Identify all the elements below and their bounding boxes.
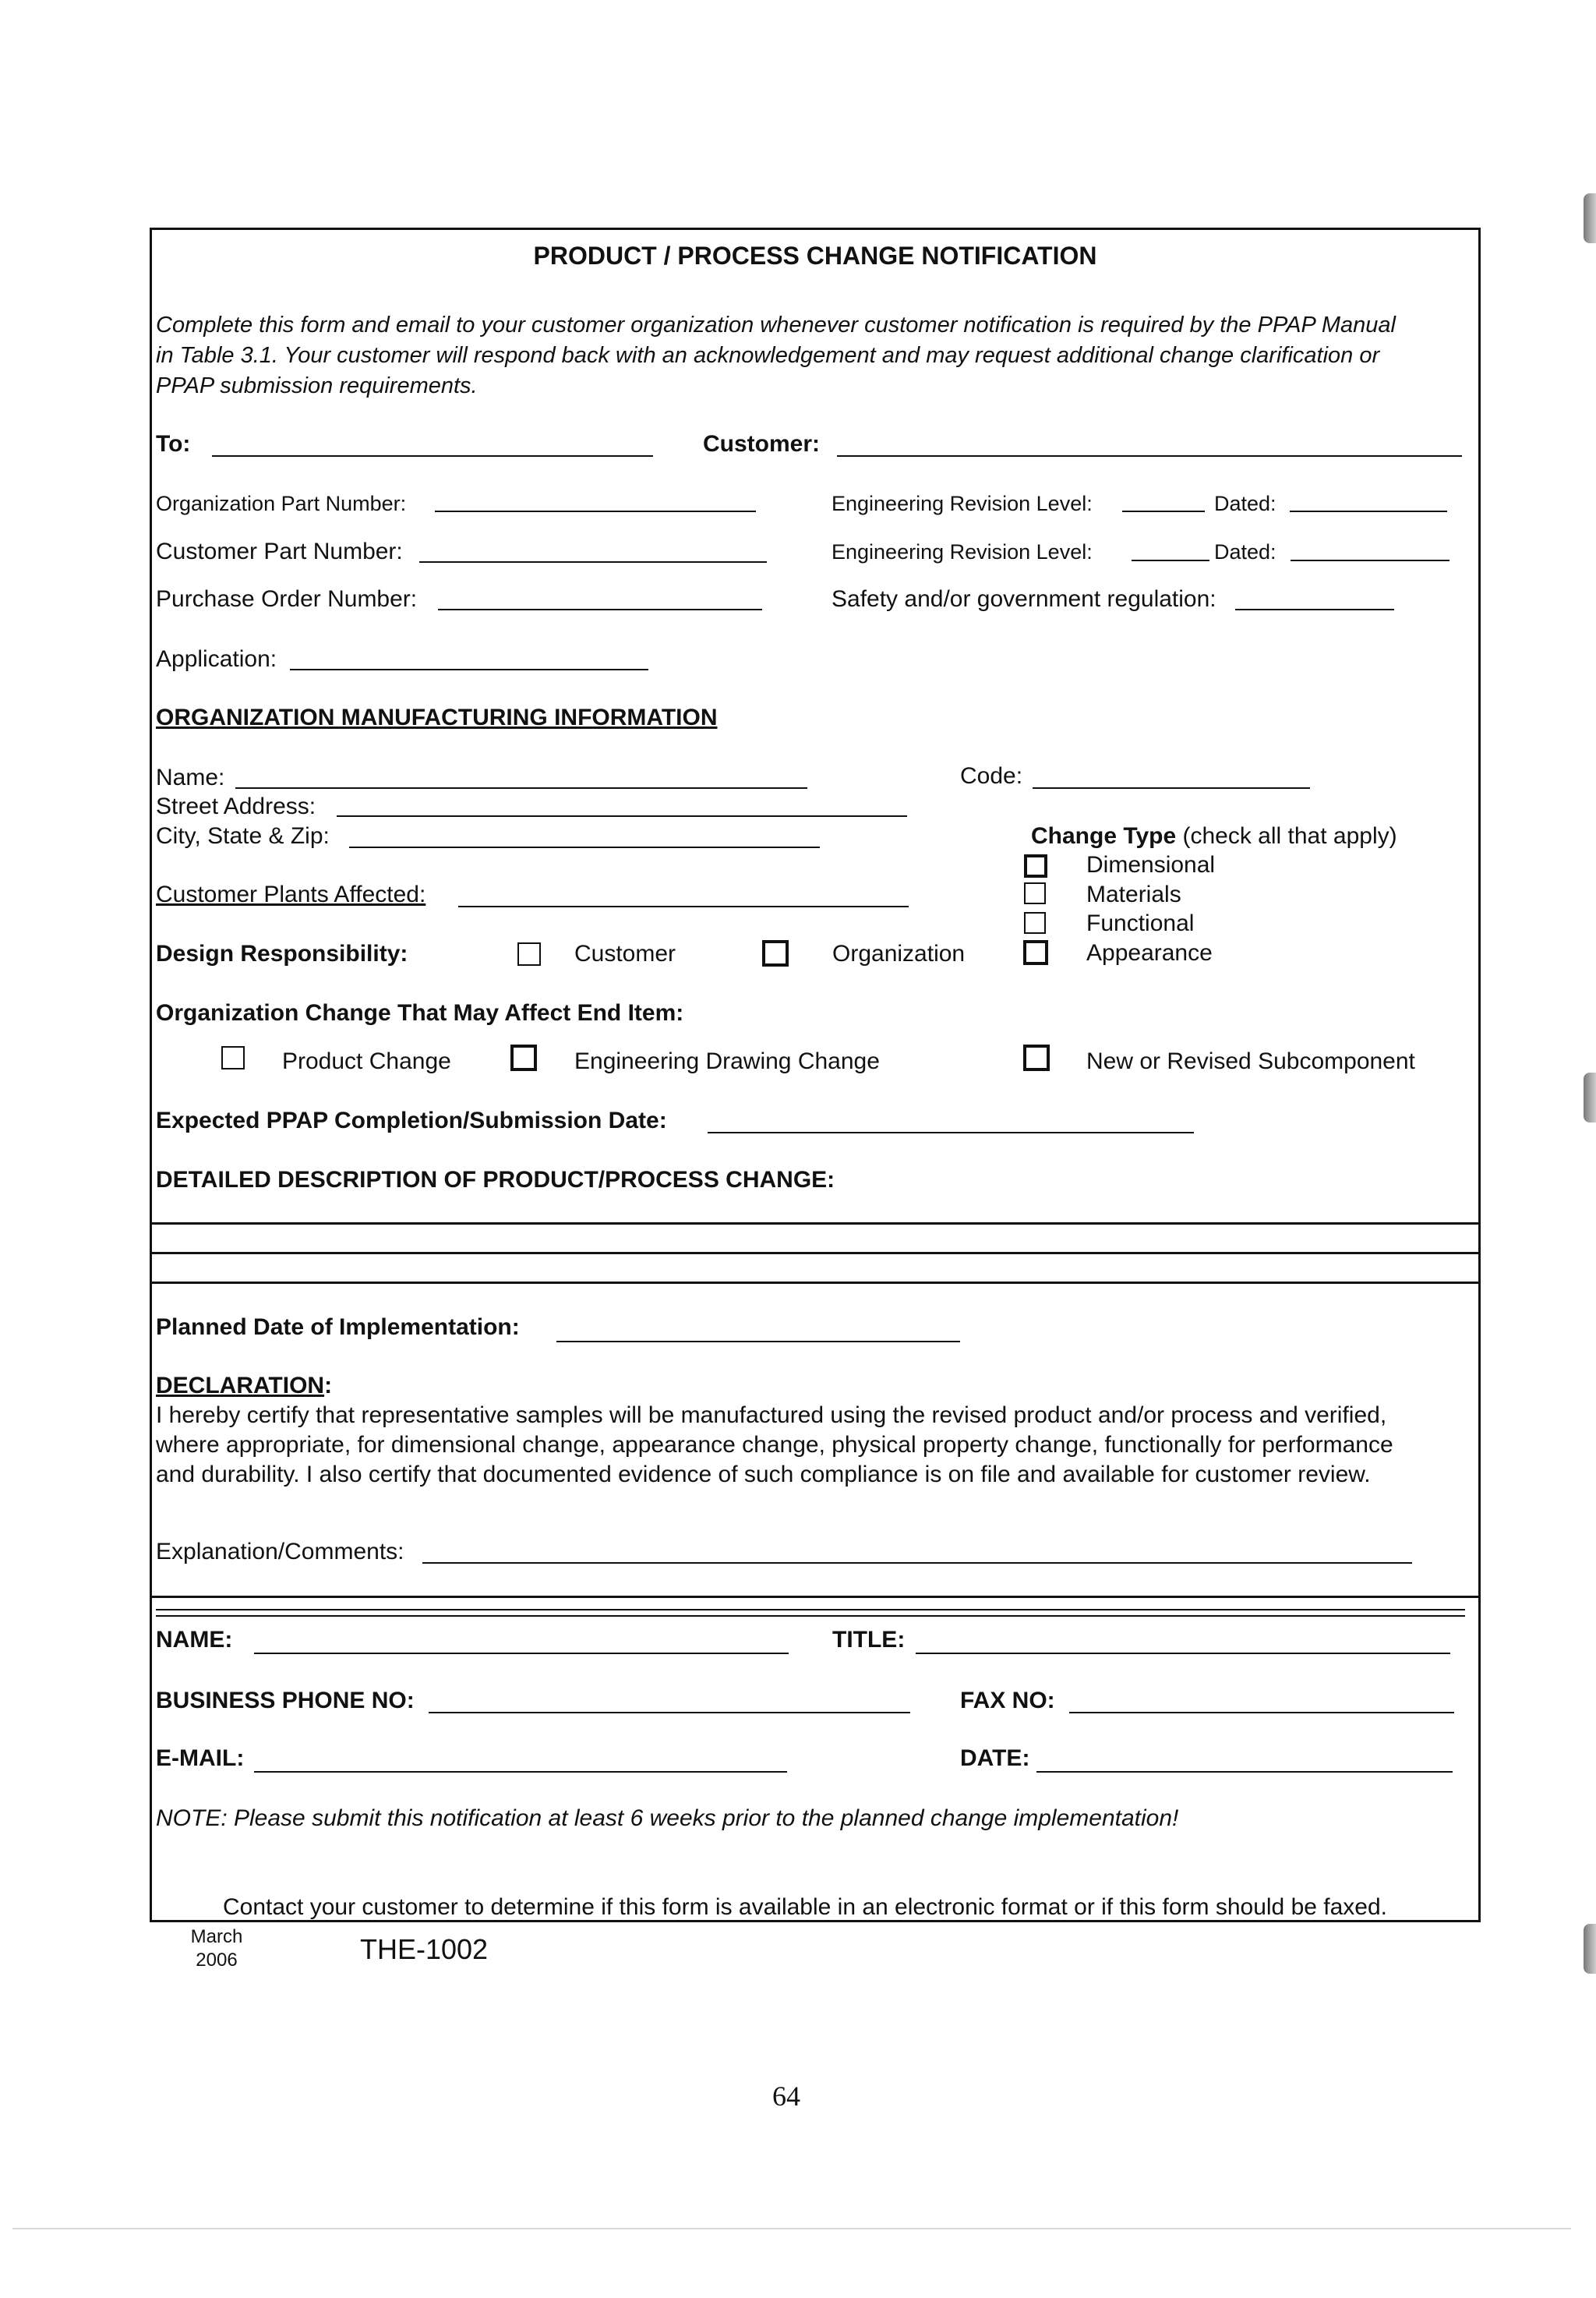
date-input[interactable] [1036, 1771, 1453, 1773]
submission-note: NOTE: Please submit this notification at least 6 weeks prior to the planned change implementation! [156, 1805, 1179, 1831]
declaration-text: I hereby certify that representative samples will be manufactured using the revised product and/or process and verified, where appropriate, for dimensional change, appearance change, physical property change, functionally for performance and durability. I also certify that documented evidence of such compliance is on file and available for customer review. [156, 1402, 1393, 1487]
expected-ppap-label: Expected PPAP Completion/Submission Date: [156, 1108, 667, 1133]
binder-hole-middle [1584, 1073, 1596, 1122]
street-label: Street Address: [156, 794, 316, 819]
name-input[interactable] [235, 787, 807, 789]
fax-input[interactable] [1069, 1712, 1454, 1713]
planned-date-input[interactable] [556, 1341, 960, 1342]
form-id: THE-1002 [360, 1933, 489, 1965]
expected-ppap-input[interactable] [708, 1132, 1194, 1133]
name-label: Name: [156, 765, 225, 790]
double-rule-top [156, 1609, 1465, 1610]
product-change-label: Product Change [282, 1048, 451, 1074]
sig-name-input[interactable] [254, 1653, 789, 1654]
page-number: 64 [772, 2081, 800, 2112]
change-type-hint: (check all that apply) [1182, 823, 1397, 849]
description-line-1[interactable] [150, 1222, 1481, 1225]
new-subcomponent-label: New or Revised Subcomponent [1086, 1048, 1415, 1074]
customer-input[interactable] [837, 455, 1462, 457]
po-number-input[interactable] [438, 609, 762, 610]
explanation-input[interactable] [422, 1562, 1412, 1564]
safety-label: Safety and/or government regulation: [832, 586, 1216, 612]
city-label: City, State & Zip: [156, 823, 330, 849]
declaration-heading [156, 1372, 332, 1400]
org-part-number-label: Organization Part Number: [156, 492, 407, 515]
dated-input-2[interactable] [1291, 560, 1449, 561]
dated-label-1: Dated: [1214, 492, 1276, 515]
contact-note: Contact your customer to determine if this form is available in an electronic format or if this form should be faxed. [223, 1894, 1387, 1920]
checkbox-dimensional[interactable] [1024, 854, 1047, 878]
footer-date [187, 1925, 246, 1972]
org-part-number-input[interactable] [435, 511, 756, 512]
explanation-label: Explanation/Comments: [156, 1539, 404, 1564]
change-type-functional-label: Functional [1086, 910, 1195, 936]
engineering-drawing-change-label: Engineering Drawing Change [574, 1048, 880, 1074]
checkbox-materials[interactable] [1024, 882, 1046, 904]
org-change-label: Organization Change That May Affect End Item: [156, 1000, 684, 1026]
email-input[interactable] [254, 1771, 787, 1773]
fax-label: FAX NO: [960, 1688, 1055, 1713]
street-input[interactable] [337, 815, 907, 817]
declaration-heading-text: DECLARATION [156, 1373, 325, 1398]
sig-title-input[interactable] [916, 1653, 1450, 1654]
to-label: To: [156, 431, 191, 457]
checkbox-design-organization[interactable] [762, 940, 789, 967]
design-resp-label: Design Responsibility: [156, 941, 408, 967]
design-resp-customer-label: Customer [574, 941, 676, 967]
customer-part-number-input[interactable] [419, 561, 767, 563]
application-input[interactable] [290, 669, 648, 670]
phone-input[interactable] [429, 1712, 910, 1713]
plants-input[interactable] [458, 906, 909, 907]
binder-hole-bottom [1584, 1924, 1596, 1974]
to-input[interactable] [212, 455, 653, 457]
checkbox-functional[interactable] [1024, 912, 1046, 934]
checkbox-engineering-drawing-change[interactable] [510, 1045, 537, 1071]
change-type-label: Change Type [1031, 823, 1177, 849]
dated-input-1[interactable] [1290, 511, 1447, 512]
design-resp-organization-label: Organization [832, 941, 966, 967]
phone-label: BUSINESS PHONE NO: [156, 1688, 415, 1713]
intro-text: Complete this form and email to your customer organization whenever customer notification is required by the PPAP Manual in Table 3.1. Your customer will respond back with an acknowledgement and may request additional change clarification or PPAP submission requirements. [156, 313, 1396, 398]
sig-title-label: TITLE: [832, 1627, 906, 1653]
checkbox-product-change[interactable] [221, 1046, 245, 1069]
description-line-3[interactable] [150, 1282, 1481, 1284]
sig-name-label: NAME: [156, 1627, 233, 1653]
eng-rev-label-2: Engineering Revision Level: [832, 540, 1093, 564]
scan-edge [12, 2228, 1571, 2229]
declaration-colon: : [324, 1373, 333, 1398]
form-title: PRODUCT / PROCESS CHANGE NOTIFICATION [533, 242, 1097, 270]
planned-date-label: Planned Date of Implementation: [156, 1314, 520, 1340]
footer-year: 2006 [196, 1950, 238, 1971]
footer-month: March [190, 1926, 243, 1947]
dated-label-2: Dated: [1214, 540, 1276, 564]
change-type-appearance-label: Appearance [1086, 940, 1213, 966]
safety-input[interactable] [1235, 609, 1394, 610]
code-input[interactable] [1033, 787, 1310, 789]
section-divider [150, 1596, 1481, 1598]
application-label: Application: [156, 646, 277, 672]
eng-rev-input-1[interactable] [1122, 511, 1205, 512]
po-number-label: Purchase Order Number: [156, 586, 418, 612]
eng-rev-label-1: Engineering Revision Level: [832, 492, 1093, 515]
double-rule-bottom [156, 1615, 1465, 1617]
eng-rev-input-2[interactable] [1132, 560, 1209, 561]
checkbox-new-subcomponent[interactable] [1023, 1045, 1050, 1071]
checkbox-appearance[interactable] [1023, 940, 1048, 965]
description-line-2[interactable] [150, 1252, 1481, 1254]
code-label: Code: [960, 763, 1023, 789]
change-type-heading [1031, 822, 1397, 850]
date-label: DATE: [960, 1745, 1030, 1771]
detailed-desc-label: DETAILED DESCRIPTION OF PRODUCT/PROCESS CHANGE: [156, 1167, 835, 1193]
email-label: E-MAIL: [156, 1745, 245, 1771]
change-type-dimensional-label: Dimensional [1086, 852, 1216, 878]
binder-hole-top [1584, 193, 1596, 243]
org-mfg-heading: ORGANIZATION MANUFACTURING INFORMATION [156, 705, 718, 730]
change-type-materials-label: Materials [1086, 882, 1181, 907]
plants-label: Customer Plants Affected: [156, 882, 426, 907]
customer-part-number-label: Customer Part Number: [156, 539, 403, 564]
city-input[interactable] [349, 847, 820, 848]
customer-label: Customer: [703, 431, 821, 457]
checkbox-design-customer[interactable] [517, 942, 541, 966]
